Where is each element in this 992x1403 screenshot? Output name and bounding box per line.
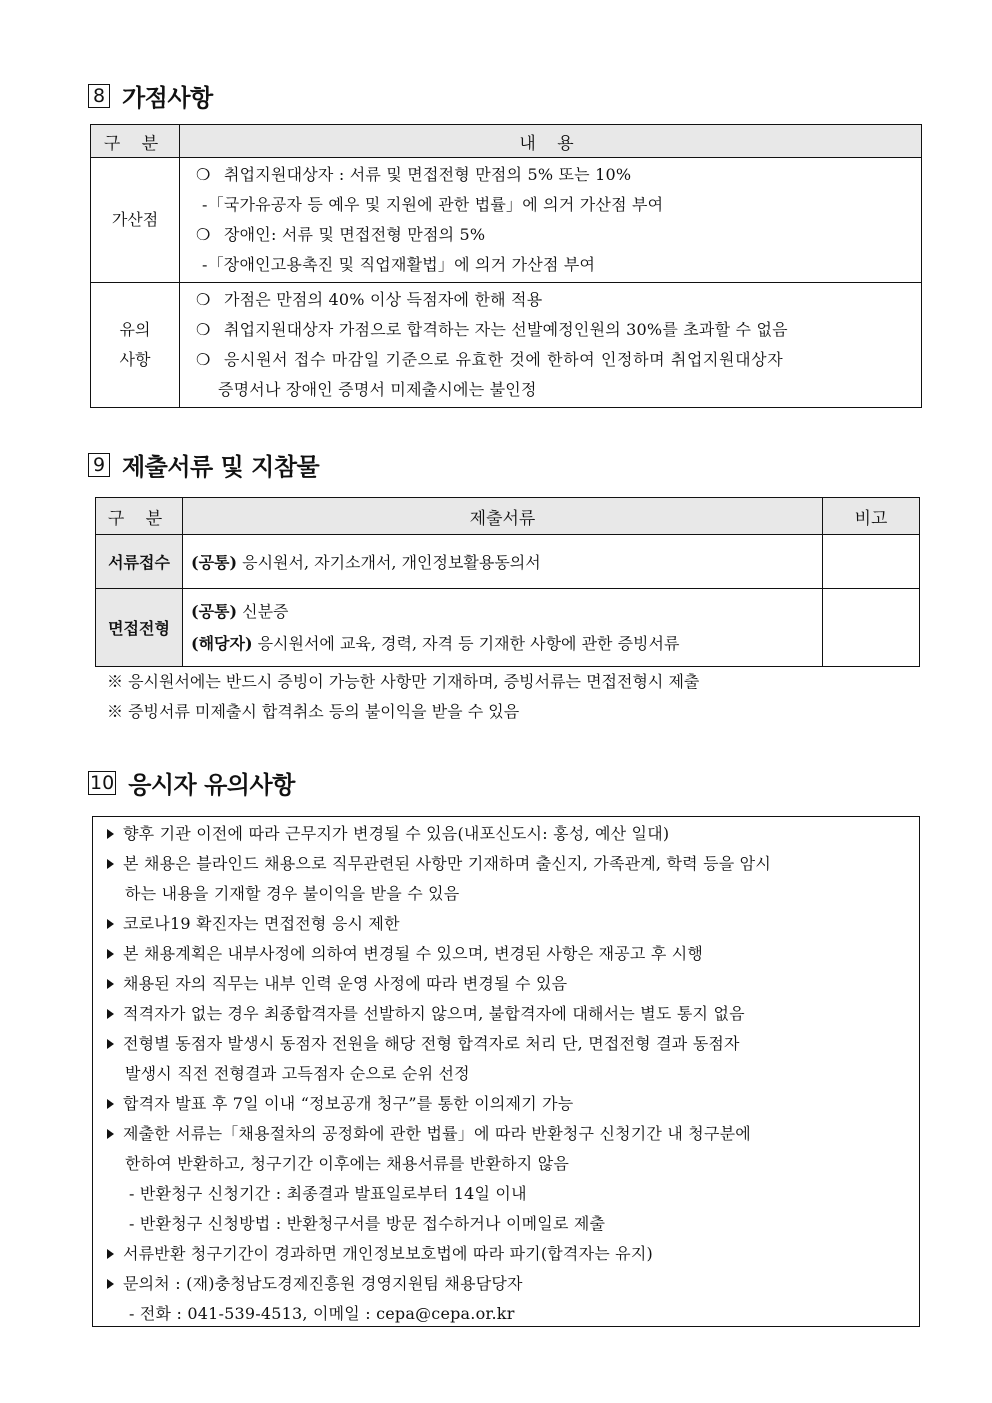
- section8-number: 8: [88, 84, 110, 108]
- row-docs: (공통) 신분증 (해당자) 응시원서에 교육, 경력, 자격 등 기재한 사항에 관한 증빙서류: [183, 589, 823, 667]
- applicant-notes-box: [92, 816, 920, 1327]
- row-note: [823, 589, 920, 667]
- circle-bullet-icon: ❍: [196, 225, 211, 244]
- row-note: [823, 535, 920, 589]
- list-item: 적격자가 없는 경우 최종합격자를 선발하지 않으며, 불합격자에 대해서는 별도 통지 없음: [107, 999, 911, 1029]
- table-row: [96, 535, 920, 589]
- list-item: - 반환청구 신청기간 : 최종결과 발표일로부터 14일 이내: [129, 1184, 527, 1203]
- triangle-bullet-icon: [107, 1039, 114, 1049]
- table-header-category: 구 분: [91, 125, 180, 158]
- triangle-bullet-icon: [107, 919, 114, 929]
- circle-bullet-icon: ❍: [196, 350, 211, 369]
- triangle-bullet-icon: [107, 979, 114, 989]
- list-item: 발생시 직전 전형결과 고득점자 순으로 순위 선정: [125, 1064, 470, 1083]
- list-item: 전형별 동점자 발생시 동점자 전원을 해당 전형 합격자로 처리 단, 면접전형 결과 동점자: [107, 1029, 911, 1059]
- table-header-content: 내 용: [180, 125, 922, 158]
- row-category: 유의 사항: [91, 283, 180, 408]
- row-category: 면접전형: [96, 589, 183, 667]
- triangle-bullet-icon: [107, 1279, 114, 1289]
- content-line: ❍ 가점은 만점의 40% 이상 득점자에 한해 적용: [188, 285, 915, 315]
- list-item: 본 채용은 블라인드 채용으로 직무관련된 사항만 기재하며 출신지, 가족관계, 학력 등을 암시: [107, 849, 911, 879]
- list-item: - 전화 : 041-539-4513, 이메일 : cepa@cepa.or.kr: [129, 1304, 515, 1323]
- triangle-bullet-icon: [107, 859, 114, 869]
- list-item: 코로나19 확진자는 면접전형 응시 제한: [107, 909, 911, 939]
- section10-title: 응시자 유의사항: [128, 771, 295, 799]
- content-line: -「국가유공자 등 예우 및 지원에 관한 법률」에 의거 가산점 부여: [202, 195, 664, 214]
- table-header-docs: 제출서류: [183, 498, 823, 535]
- documents-table: [95, 497, 920, 667]
- content-line: ❍ 취업지원대상자 가점으로 합격하는 자는 선발예정인원의 30%를 초과할 수 없음: [188, 315, 915, 345]
- triangle-bullet-icon: [107, 1099, 114, 1109]
- list-item: 채용된 자의 직무는 내부 인력 운영 사정에 따라 변경될 수 있음: [107, 969, 911, 999]
- table-row: [91, 283, 922, 408]
- triangle-bullet-icon: [107, 829, 114, 839]
- content-line: -「장애인고용촉진 및 직업재활법」에 의거 가산점 부여: [202, 255, 596, 274]
- content-line: ❍ 응시원서 접수 마감일 기준으로 유효한 것에 한하여 인정하며 취업지원대상자: [188, 345, 915, 375]
- list-item: 제출한 서류는「채용절차의 공정화에 관한 법률」에 따라 반환청구 신청기간 내 청구분에: [107, 1119, 911, 1149]
- list-item: 하는 내용을 기재할 경우 불이익을 받을 수 있음: [125, 884, 460, 903]
- content-line: 증명서나 장애인 증명서 미제출시에는 불인정: [218, 380, 537, 399]
- row-content: [180, 283, 922, 408]
- row-category: 가산점: [91, 158, 180, 283]
- bonus-points-table: [90, 124, 922, 408]
- section9-heading: [88, 447, 319, 482]
- list-item: 향후 기관 이전에 따라 근무지가 변경될 수 있음(내포신도시: 홍성, 예산 일대): [107, 819, 911, 849]
- triangle-bullet-icon: [107, 1249, 114, 1259]
- content-line: ❍ 취업지원대상자 : 서류 및 면접전형 만점의 5% 또는 10%: [188, 160, 915, 190]
- section9-number: 9: [88, 453, 110, 477]
- circle-bullet-icon: ❍: [196, 165, 211, 184]
- note-line: ※ 증빙서류 미제출시 합격취소 등의 불이익을 받을 수 있음: [107, 702, 520, 721]
- list-item: - 반환청구 신청방법 : 반환청구서를 방문 접수하거나 이메일로 제출: [129, 1214, 606, 1233]
- triangle-bullet-icon: [107, 1009, 114, 1019]
- table-header-category: 구 분: [96, 498, 183, 535]
- table-row: [91, 158, 922, 283]
- section8-title: 가점사항: [122, 84, 213, 112]
- section8-heading: [88, 78, 213, 113]
- list-item: 서류반환 청구기간이 경과하면 개인정보보호법에 따라 파기(합격자는 유지): [107, 1239, 911, 1269]
- content-line: ❍ 장애인: 서류 및 면접전형 만점의 5%: [188, 220, 915, 250]
- triangle-bullet-icon: [107, 949, 114, 959]
- section10-heading: [88, 765, 295, 800]
- row-content: [180, 158, 922, 283]
- list-item: 문의처 : (재)충청남도경제진흥원 경영지원팀 채용담당자: [107, 1269, 911, 1299]
- table-row: [96, 589, 920, 667]
- circle-bullet-icon: ❍: [196, 290, 211, 309]
- table-header-note: 비고: [823, 498, 920, 535]
- list-item: 합격자 발표 후 7일 이내 “정보공개 청구”를 통한 이의제기 가능: [107, 1089, 911, 1119]
- list-item: 한하여 반환하고, 청구기간 이후에는 채용서류를 반환하지 않음: [125, 1154, 570, 1173]
- row-category: 서류접수: [96, 535, 183, 589]
- row-docs: (공통) 응시원서, 자기소개서, 개인정보활용동의서: [183, 535, 823, 589]
- section9-title: 제출서류 및 지참물: [122, 453, 320, 481]
- note-line: ※ 응시원서에는 반드시 증빙이 가능한 사항만 기재하며, 증빙서류는 면접전형시 제출: [107, 672, 700, 691]
- circle-bullet-icon: ❍: [196, 320, 211, 339]
- section10-number: 10: [90, 771, 115, 794]
- list-item: 본 채용계획은 내부사정에 의하여 변경될 수 있으며, 변경된 사항은 재공고 후 시행: [107, 939, 911, 969]
- triangle-bullet-icon: [107, 1129, 114, 1139]
